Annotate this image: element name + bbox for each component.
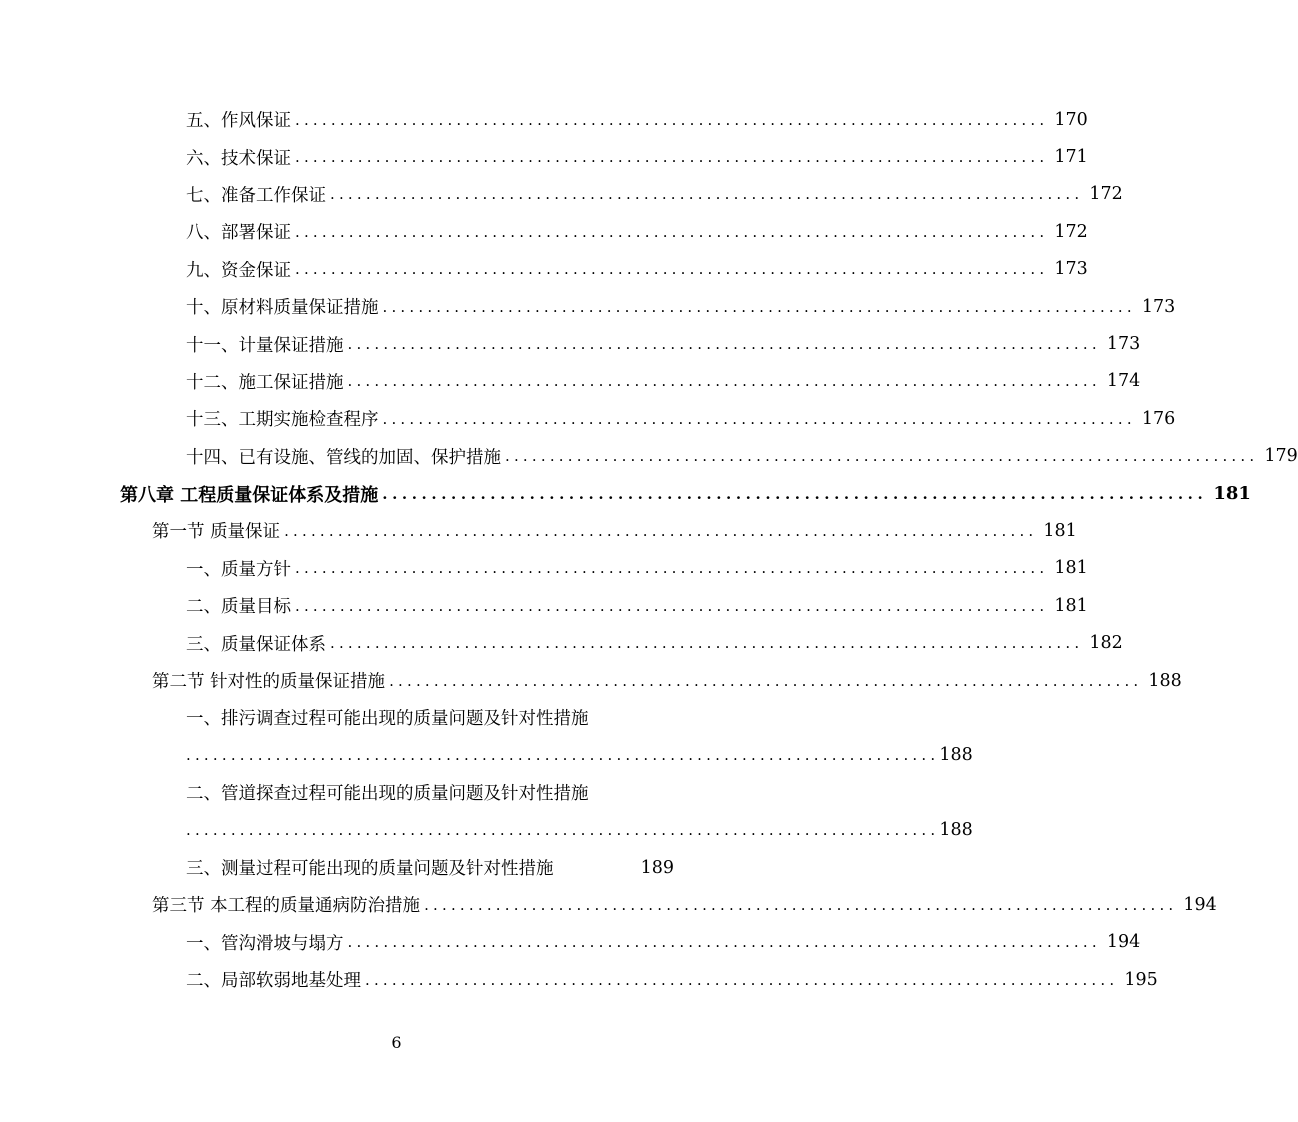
toc-entry-title: 五、作风保证: [186, 111, 291, 132]
toc-entry-title: 七、准备工作保证: [186, 185, 326, 206]
toc-entry-page: 173: [1141, 296, 1176, 317]
toc-entry-page: 179: [1264, 446, 1298, 467]
toc-entry-title: 十、原材料质量保证措施: [186, 298, 379, 319]
toc-dot-leader: ....................................................................................: [505, 447, 1259, 466]
toc-entry[interactable]: [186, 325, 1141, 362]
toc-entry-page: 173: [1054, 259, 1088, 280]
toc-section-entry[interactable]: [152, 886, 1217, 923]
toc-entry-page: 181: [1054, 595, 1088, 616]
toc-entry[interactable]: [186, 138, 1088, 175]
toc-entry-page: 172: [1089, 184, 1123, 205]
toc-dot-leader: ....................................................................................: [186, 746, 940, 765]
toc-entry-title: 第三节 本工程的质量通病防治措施: [152, 896, 421, 917]
toc-entry[interactable]: [186, 213, 1088, 250]
toc-entry-page: 195: [1124, 969, 1158, 990]
toc-entry[interactable]: [186, 400, 1176, 437]
toc-entry-title: 二、局部软弱地基处理: [186, 971, 361, 992]
toc-entry-page: 173: [1106, 334, 1141, 355]
toc-entry[interactable]: [186, 961, 1158, 998]
toc-dot-leader: ....................................................................................: [347, 335, 1101, 354]
toc-entry-title: 二、管道探查过程可能出现的质量问题及针对性措施: [186, 784, 589, 805]
toc-dot-leader: ....................................................................................: [295, 110, 1049, 129]
toc-dot-leader: ....................................................................................: [347, 372, 1101, 391]
toc-entry-title: 十二、施工保证措施: [186, 372, 344, 393]
toc-dot-leader: ....................................................................................: [382, 409, 1136, 428]
toc-entry-page: 188: [939, 820, 973, 841]
toc-entry-page: 176: [1141, 408, 1176, 429]
toc-entry-title: 一、质量方针: [186, 559, 291, 580]
toc-section-entry[interactable]: [152, 662, 1182, 699]
toc-dot-leader: ....................................................................................: [347, 933, 1101, 952]
toc-entry[interactable]: [186, 251, 1088, 288]
toc-entry-title: 第一节 质量保证: [152, 522, 281, 543]
toc-dot-leader: ....................................................................................: [382, 297, 1136, 316]
toc-entry[interactable]: [186, 288, 1176, 325]
toc-entry[interactable]: [186, 101, 1088, 138]
toc-entry-page: 171: [1054, 147, 1088, 168]
toc-entry-title: 十三、工期实施检查程序: [186, 410, 379, 431]
toc-entry-title: 一、管沟滑坡与塌方: [186, 933, 344, 954]
toc-dot-leader: ....................................................................................: [295, 148, 1049, 167]
toc-entry-title: 十一、计量保证措施: [186, 335, 344, 356]
toc-entry[interactable]: [186, 176, 1123, 213]
table-of-contents: [0, 101, 1298, 998]
toc-entry-page: 188: [939, 745, 973, 766]
toc-dot-leader: ....................................................................................: [389, 671, 1143, 690]
toc-dot-leader: ....................................................................................: [330, 185, 1084, 204]
toc-dot-leader: ....................................................................................: [382, 484, 1208, 503]
toc-entry-title: 三、测量过程可能出现的质量问题及针对性措施: [186, 859, 554, 879]
toc-entry[interactable]: [186, 849, 674, 886]
toc-entry-title: 第八章 工程质量保证体系及措施: [120, 484, 379, 506]
toc-dot-leader: ....................................................................................: [295, 222, 1049, 241]
toc-dot-leader: ....................................................................................: [295, 559, 1049, 578]
toc-entry-page: 170: [1054, 109, 1088, 130]
toc-entry-page: 181: [1054, 558, 1088, 579]
toc-dot-leader: ....................................................................................: [330, 634, 1084, 653]
toc-entry-title: 第二节 针对性的质量保证措施: [152, 672, 386, 693]
toc-entry-title: 三、质量保证体系: [186, 634, 326, 655]
toc-entry[interactable]: [186, 587, 1088, 624]
toc-entry-page: 194: [1183, 894, 1217, 915]
toc-dot-leader: ....................................................................................: [365, 970, 1119, 989]
toc-dot-leader: ....................................................................................: [295, 596, 1049, 615]
toc-entry-page: 188: [1148, 670, 1182, 691]
toc-entry[interactable]: [186, 924, 1141, 961]
page-number: 6: [391, 1033, 402, 1052]
toc-entry-title: 八、部署保证: [186, 223, 291, 244]
toc-section-entry[interactable]: [152, 512, 1077, 549]
toc-entry[interactable]: [186, 624, 1123, 661]
toc-entry[interactable]: [186, 438, 1298, 475]
toc-entry-page: 189: [640, 857, 674, 878]
toc-entry-wrapped-leader[interactable]: [186, 737, 973, 774]
toc-entry[interactable]: [186, 363, 1141, 400]
toc-entry[interactable]: [186, 550, 1088, 587]
toc-entry-title: 二、质量目标: [186, 597, 291, 618]
toc-entry-title: 十四、已有设施、管线的加固、保护措施: [186, 447, 501, 468]
toc-entry-page: 181: [1043, 520, 1077, 541]
toc-entry-page: 174: [1106, 371, 1141, 392]
toc-chapter-entry[interactable]: [120, 475, 1251, 512]
toc-entry-page: 182: [1089, 633, 1123, 654]
toc-entry-title: 六、技术保证: [186, 148, 291, 169]
toc-entry-wrapped-title[interactable]: [186, 699, 674, 736]
toc-entry-page: 181: [1213, 483, 1251, 505]
toc-dot-leader: ....................................................................................: [424, 895, 1178, 914]
toc-entry-wrapped-title[interactable]: [186, 774, 674, 811]
toc-entry-page: 172: [1054, 221, 1088, 242]
toc-entry-title: 一、排污调查过程可能出现的质量问题及针对性措施: [186, 709, 589, 730]
toc-dot-leader: ....................................................................................: [295, 260, 1049, 279]
toc-dot-leader: ....................................................................................: [186, 821, 940, 840]
toc-entry-page: 194: [1106, 932, 1141, 953]
toc-entry-title: 九、资金保证: [186, 260, 291, 281]
toc-dot-leader: ....................................................................................: [284, 521, 1038, 540]
toc-entry-wrapped-leader[interactable]: [186, 811, 973, 848]
